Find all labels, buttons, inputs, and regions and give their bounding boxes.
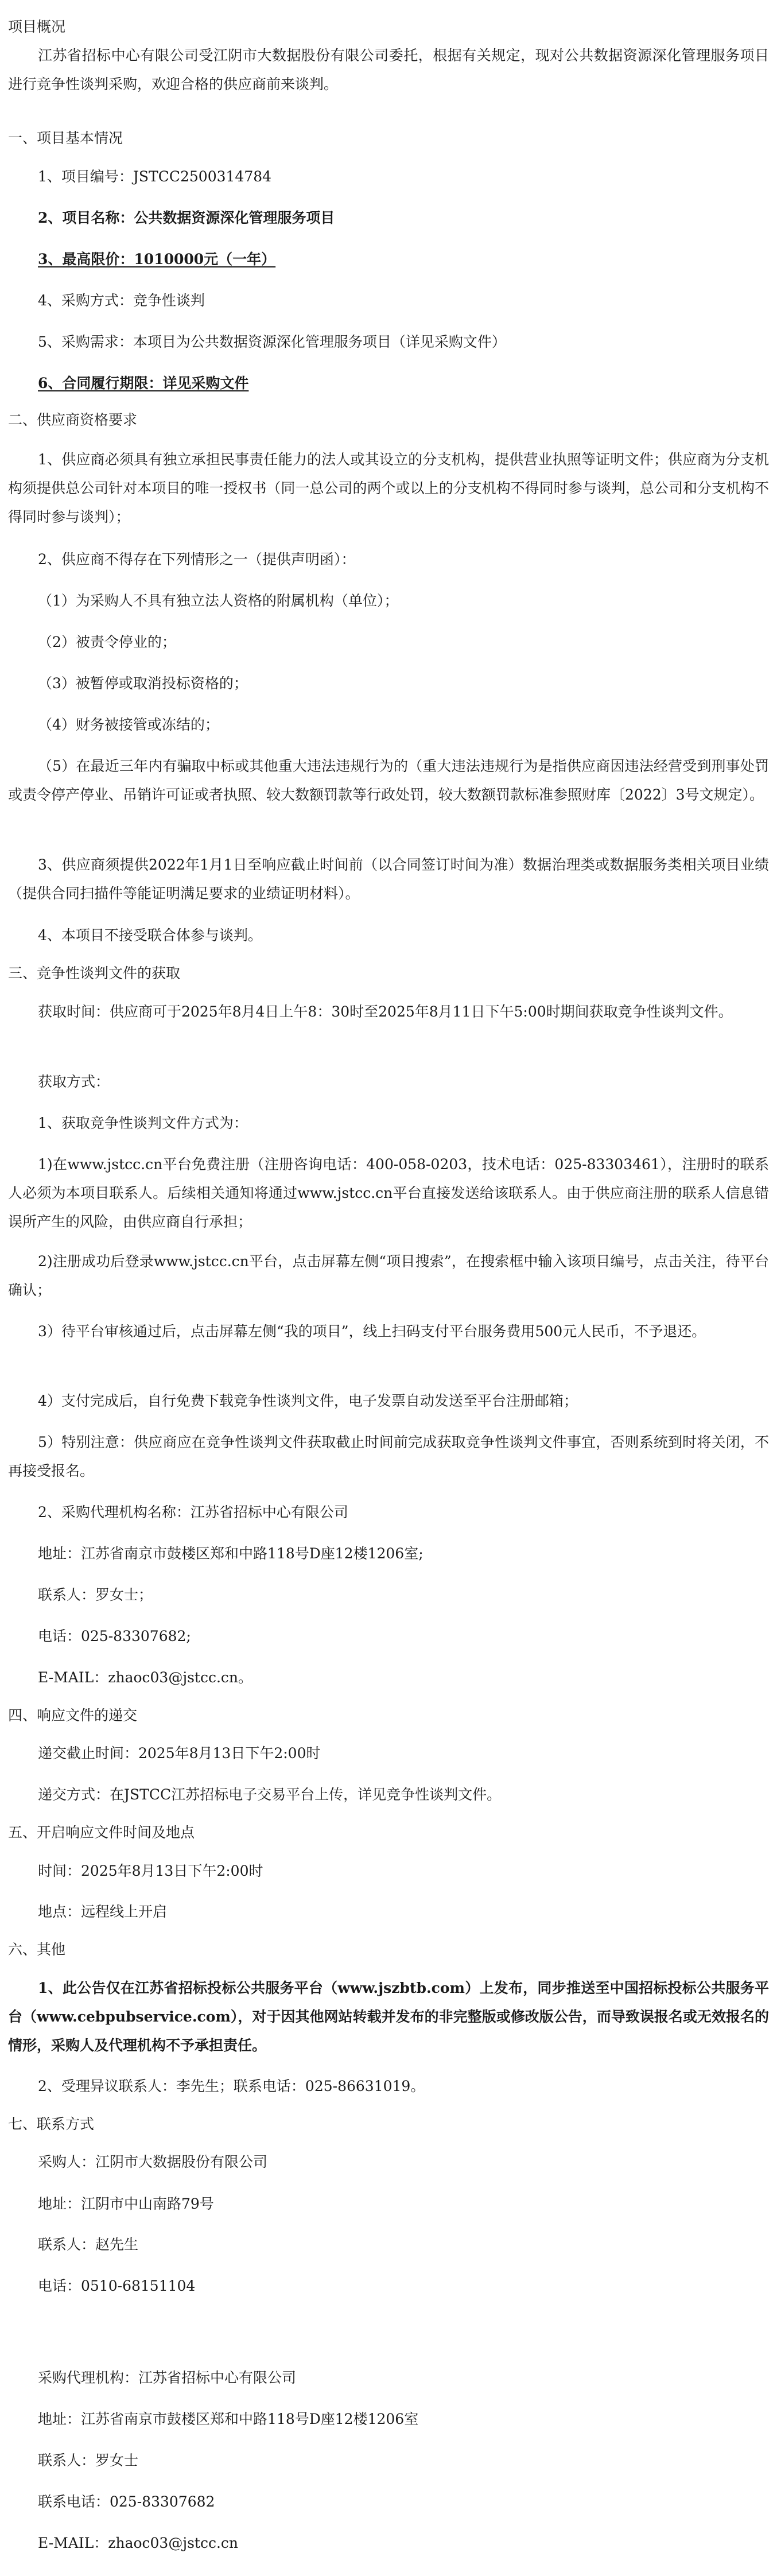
qualification-2-item-4: （4）财务被接管或冻结的；: [38, 716, 219, 733]
item-contract-period: 6、合同履行期限：详见采购文件: [38, 375, 249, 391]
section-4-title: 四、响应文件的递交: [8, 1707, 138, 1724]
agency-email: E-MAIL：zhaoc03@jstcc.cn。: [38, 1669, 253, 1686]
overview-title: 项目概况: [8, 18, 66, 35]
agent-address: 地址：江苏省南京市鼓楼区郑和中路118号D座12楼1206室: [38, 2411, 419, 2427]
qualification-2-item-1: （1）为采购人不具有独立法人资格的附属机构（单位）；: [38, 592, 399, 609]
agent-contact: 联系人：罗女士: [38, 2452, 139, 2469]
item-project-number: 1、项目编号：JSTCC2500314784: [38, 168, 272, 185]
agent-name: 采购代理机构：江苏省招标中心有限公司: [38, 2369, 297, 2386]
qualification-2-item-2: （2）被责令停业的；: [38, 634, 176, 650]
qualification-4: 4、本项目不接受联合体参与谈判。: [38, 927, 262, 944]
submission-deadline: 递交截止时间：2025年8月13日下午2:00时: [38, 1745, 321, 1762]
item-procurement-method: 4、采购方式：竞争性谈判: [38, 292, 205, 309]
item-max-price: 3、最高限价：1010000元（一年）: [38, 251, 276, 267]
acquisition-step-2: 2)注册成功后登录www.jstcc.cn平台，点击屏幕左侧“项目搜索”，在搜索框中输入该项目编号，点击关注，待平台确认；: [8, 1253, 769, 1298]
item-procurement-need: 5、采购需求：本项目为公共数据资源深化管理服务项目（详见采购文件）: [38, 333, 506, 350]
qualification-1: 1、供应商必须具有独立承担民事责任能力的法人或其设立的分支机构，提供营业执照等证明文件；供应商为分支机构须提供总公司针对本项目的唯一授权书（同一总公司的两个或以上的分支机构不得同时参与谈判，总公司和分支机构不得同时参与谈判）；: [8, 451, 769, 525]
agency-tel: 电话：025-83307682;: [38, 1628, 191, 1644]
objection-contact: 2、受理异议联系人：李先生；联系电话：025-86631019。: [38, 2078, 425, 2094]
acquisition-step-5: 5）特别注意：供应商应在竞争性谈判文件获取截止时间前完成获取竞争性谈判文件事宜，否则系统到时将关闭，不再接受报名。: [8, 1434, 769, 1479]
agency-contact: 联系人：罗女士；: [38, 1586, 153, 1603]
acquisition-step-3: 3）待平台审核通过后，点击屏幕左侧“我的项目”，线上扫码支付平台服务费用500元人民币，不予退还。: [38, 1323, 706, 1340]
item-project-name: 2、项目名称：公共数据资源深化管理服务项目: [38, 210, 335, 226]
section-5-title: 五、开启响应文件时间及地点: [8, 1824, 195, 1841]
acquisition-step-4: 4）支付完成后，自行免费下载竞争性谈判文件，电子发票自动发送至平台注册邮箱；: [38, 1392, 578, 1409]
submission-method: 递交方式：在JSTCC江苏招标电子交易平台上传，详见竞争性谈判文件。: [38, 1786, 502, 1803]
agent-tel: 联系电话：025-83307682: [38, 2493, 215, 2510]
section-6-title: 六、其他: [8, 1941, 66, 1958]
acquisition-method-title: 获取方式：: [38, 1073, 110, 1090]
acquisition-method-1: 1、获取竞争性谈判文件方式为：: [38, 1115, 248, 1131]
agency-address: 地址：江苏省南京市鼓楼区郑和中路118号D座12楼1206室;: [38, 1545, 424, 1562]
buyer-tel: 电话：0510-68151104: [38, 2278, 196, 2294]
overview-text: 江苏省招标中心有限公司受江阴市大数据股份有限公司委托，根据有关规定，现对公共数据资源深化管理服务项目进行竞争性谈判采购，欢迎合格的供应商前来谈判。: [8, 47, 769, 92]
agent-email: E-MAIL：zhaoc03@jstcc.cn: [38, 2535, 239, 2551]
qualification-2-item-5: （5）在最近三年内有骗取中标或其他重大违法违规行为的（重大违法违规行为是指供应商因违法经营受到刑事处罚或责令停产停业、吊销许可证或者执照、较大数额罚款等行政处罚，较大数额罚款标准参照财库〔2022〕3号文规定）。: [8, 758, 769, 803]
other-notice: 1、此公告仅在江苏省招标投标公共服务平台（www.jszbtb.com）上发布，同步推送至中国招标投标公共服务平台（www.cebpubservice.com），对于因其他网站转载并发布的非完整版或修改版公告，而导致误报名或无效报名的情形，采购人及代理机构不予承担责任。: [8, 1980, 769, 2054]
section-3-title: 三、竞争性谈判文件的获取: [8, 965, 181, 981]
qualification-2-item-3: （3）被暂停或取消投标资格的；: [38, 675, 248, 692]
buyer-address: 地址：江阴市中山南路79号: [38, 2195, 214, 2212]
agency-name: 2、采购代理机构名称：江苏省招标中心有限公司: [38, 1504, 348, 1520]
buyer-contact: 联系人：赵先生: [38, 2236, 139, 2253]
acquisition-step-1: 1)在www.jstcc.cn平台免费注册（注册咨询电话：400-058-0203，技术电话：025-83303461），注册时的联系人必须为本项目联系人。后续相关通知将通过www.jstcc.cn平台直接发送给该联系人。由于供应商注册的联系人信息错误所产生的风险，由供应商自行承担；: [8, 1156, 769, 1230]
buyer-name: 采购人：江阴市大数据股份有限公司: [38, 2154, 268, 2170]
section-7-title: 七、联系方式: [8, 2116, 95, 2132]
opening-place: 地点：远程线上开启: [38, 1903, 168, 1920]
section-2-title: 二、供应商资格要求: [8, 412, 138, 428]
section-1-title: 一、项目基本情况: [8, 130, 123, 146]
acquisition-time: 获取时间：供应商可于2025年8月4日上午8：30时至2025年8月11日下午5:00时期间获取竞争性谈判文件。: [38, 1003, 733, 1020]
qualification-2: 2、供应商不得存在下列情形之一（提供声明函）：: [38, 551, 356, 568]
qualification-3: 3、供应商须提供2022年1月1日至响应截止时间前（以合同签订时间为准）数据治理类或数据服务类相关项目业绩（提供合同扫描件等能证明满足要求的业绩证明材料）。: [8, 856, 769, 902]
opening-time: 时间：2025年8月13日下午2:00时: [38, 1863, 263, 1879]
